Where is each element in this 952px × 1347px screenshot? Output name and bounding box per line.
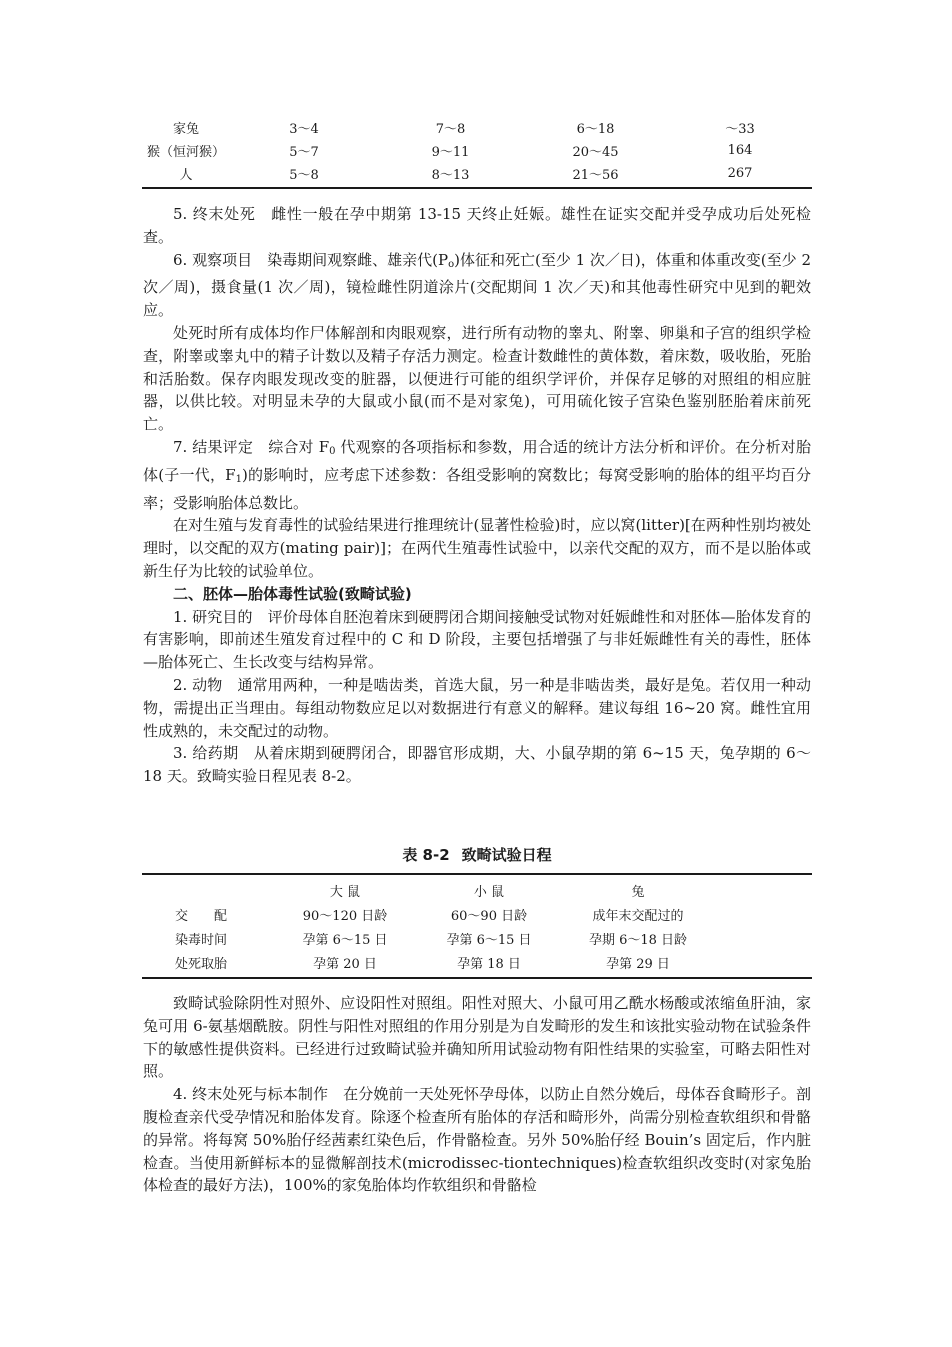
table-cell: 9～11	[431, 145, 470, 160]
body-text-lower	[143, 992, 811, 1197]
table-cell: 处死取胎	[174, 956, 227, 972]
subscript: 0	[329, 445, 336, 457]
table-cell: 染毒时间	[174, 932, 227, 948]
table-cell: 21～56	[572, 168, 619, 183]
table-title: 致畸试验日程	[461, 846, 552, 864]
table-bottom-rule	[142, 977, 812, 979]
table-header-row	[142, 878, 812, 902]
table-cell: 5～8	[289, 168, 319, 183]
table-cell: ～33	[725, 122, 755, 137]
text-run: )的影响时，应考虑下述参数：各组受影响的窝数比；每窝受影响的胎体的组平均百分率；受影响胎体总数比。	[143, 465, 811, 512]
table-cell: 猴（恒河猴）	[146, 145, 225, 160]
table-row	[142, 950, 812, 974]
table-cell: 164	[727, 143, 753, 158]
text-run: 7. 结果评定 综合对 F	[173, 437, 330, 456]
table-cell: 孕第 6～15 日	[446, 932, 532, 948]
header-cell: 兔	[631, 884, 645, 900]
paragraph: 致畸试验除阴性对照外、应设阳性对照组。阳性对照大、小鼠可用乙酰水杨酸或浓缩鱼肝油，家兔可用 6-氨基烟酰胺。阴性与阳性对照组的作用分别是为自发畸形的发生和该批实验动物在试验条件下的敏感性提供资料。已经进行过致畸试验并确知所用试验动物有阳性结果的实验室，可略去阳性对照。	[143, 994, 811, 1081]
table-cell: 6～18	[576, 122, 615, 137]
paragraph: 处死时所有成体均作尸体解剖和肉眼观察，进行所有动物的睾丸、附睾、卵巢和子宫的组织学检查，附睾或睾丸中的精子计数以及精子存活力测定。检查计数雌性的黄体数，着床数，吸收胎，死胎和活胎数。保存肉眼发现改变的脏器，以便进行可能的组织学评价，并保存足够的对照组的相应脏器，以供比较。对明显未孕的大鼠或小鼠(而不是对家兔)，可用硫化铵子宫染色鉴别胚胎着床前死亡。	[143, 323, 811, 434]
header-cell: 大 鼠	[329, 884, 361, 900]
table-cell: 8～13	[431, 168, 470, 183]
header-cell: 小 鼠	[473, 884, 505, 900]
text-run: 代观察的各项指标和参数，用合适的统计方法分析和评价。在分析对胎体(子一代，F	[143, 437, 811, 484]
table-cell: 孕期 6～18 日龄	[588, 932, 688, 948]
table-top-rule	[142, 873, 812, 875]
paragraph: 在对生殖与发育毒性的试验结果进行推理统计(显著性检验)时，应以窝(litter)[在两种性别均被处理时，以交配的双方(mating pair)]；在两代生殖毒性试验中，以亲代交配的双方，而不是以胎体或新生仔为比较的试验单位。	[143, 516, 811, 580]
table-row	[142, 902, 812, 926]
paragraph: 3. 给药期 从着床期到硬腭闭合，即器官形成期，大、小鼠孕期的第 6~15 天，兔孕期的 6～18 天。致畸实验日程见表 8-2。	[143, 744, 811, 786]
paragraph: 1. 研究目的 评价母体自胚泡着床到硬腭闭合期间接触受试物对妊娠雌性和对胚体—胎体发育的有害影响，即前述生殖发育过程中的 C 和 D 阶段，主要包括增强了与非妊娠雌性有关的毒性，胚体—胎体死亡、生长改变与结构异常。	[143, 607, 811, 672]
paragraph: 4. 终末处死与标本制作 在分娩前一天处死怀孕母体，以防止自然分娩后，母体吞食畸形子。剖腹检查亲代受孕情况和胎体发育。除逐个检查所有胎体的存活和畸形外，尚需分别检查软组织和骨骼的异常。将每窝 50%胎仔经茜素红染色后，作骨骼检查。另外 50%胎仔经 Bouin’s 固定后，作内脏检查。当使用新鲜标本的显微解剖技术(microdissec-tiontechniques)检查软组织改变时(对家兔胎体检查的最好方法)，100%的家兔胎体均作软组织和骨骼检	[143, 1085, 811, 1195]
table-cell: 7～8	[435, 122, 466, 137]
table-caption	[143, 844, 811, 865]
table-cell: 5～7	[289, 145, 319, 160]
text-run: )体征和死亡(至少 1 次／日)，体重和体重改变(至少 2 次／周)，摄食量(1 次／周)，镜检雌性阴道涂片(交配期间 1 次／天)和其他毒性研究中见到的靶效应。	[143, 250, 811, 320]
table-cell: 孕第 20 日	[313, 956, 377, 972]
table-row	[142, 116, 812, 139]
body-text-upper	[143, 203, 811, 788]
table-cell: 人	[179, 168, 193, 183]
table-cell: 20～45	[572, 145, 619, 160]
table-row	[142, 162, 812, 185]
table-row	[142, 139, 812, 162]
table-cell: 90～120 日龄	[302, 908, 388, 924]
schedule-table	[142, 873, 812, 979]
table-cell: 成年末交配过的	[592, 908, 684, 924]
table-bottom-rule	[142, 187, 812, 189]
table-cell: 交 配	[174, 908, 227, 924]
paragraph	[143, 436, 811, 514]
table-cell: 267	[727, 166, 753, 181]
table-cell: 3～4	[289, 122, 319, 137]
table-cell: 孕第 18 日	[457, 956, 521, 972]
section-heading: 二、胚体—胎体毒性试验(致畸试验)	[173, 584, 412, 603]
subscript: 1	[235, 473, 242, 485]
text-run: 6. 观察项目 染毒期间观察雌、雄亲代(P	[173, 250, 449, 269]
paragraph: 5. 终末处死 雌性一般在孕中期第 13-15 天终止妊娠。雄性在证实交配并受孕成功后处死检查。	[143, 205, 811, 246]
table-cell: 孕第 29 日	[606, 956, 670, 972]
table-number: 表 8-2	[402, 846, 450, 864]
paragraph: 2. 动物 通常用两种，一种是啮齿类，首选大鼠，另一种是非啮齿类，最好是兔。若仅用一种动物，需提出正当理由。每组动物数应足以对数据进行有意义的解释。建议每组 16~20 窝。雌性宜用性成熟的，未交配过的动物。	[143, 675, 811, 740]
continued-table	[142, 116, 812, 189]
table-cell: 家兔	[172, 122, 199, 137]
subscript: o	[448, 258, 455, 270]
table-cell: 孕第 6～15 日	[302, 932, 388, 948]
table-cell: 60～90 日龄	[450, 908, 528, 924]
table-row	[142, 926, 812, 950]
paragraph	[143, 249, 811, 322]
